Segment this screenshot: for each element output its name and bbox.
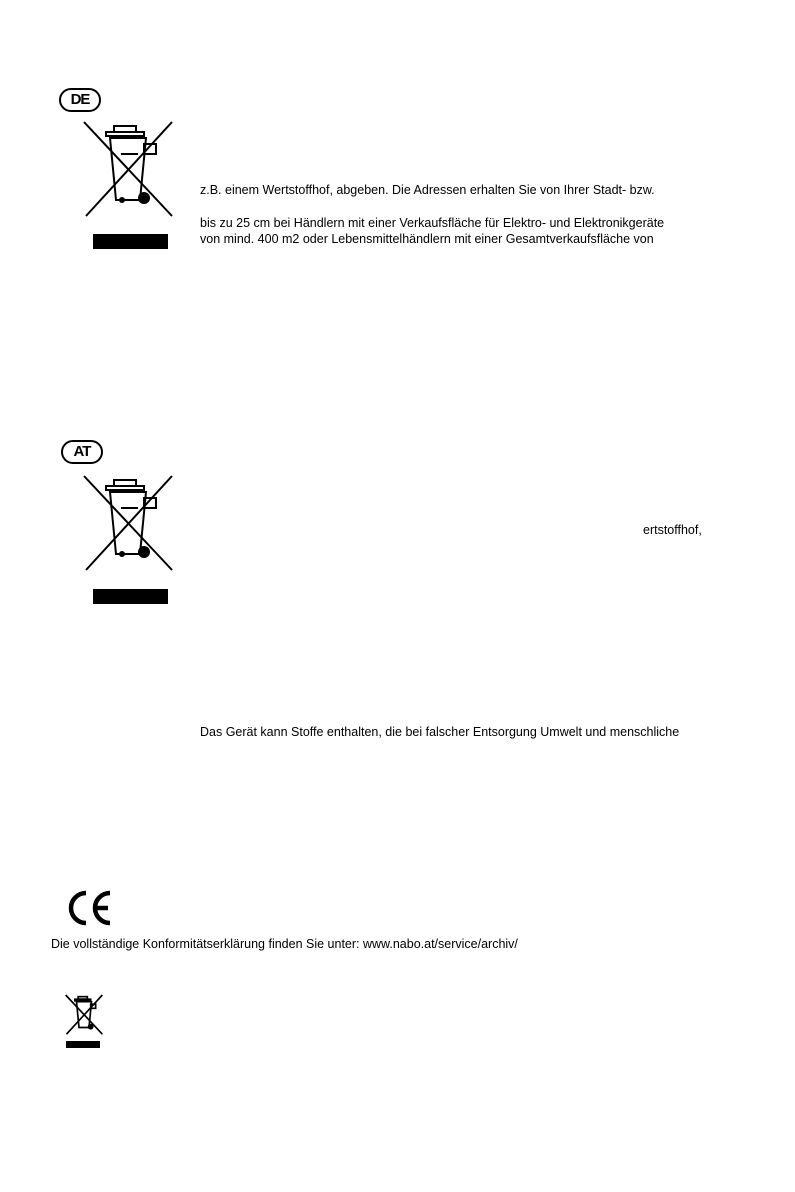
at-text-fragment: ertstoffhof, [643,523,702,537]
de-text-line-1: z.B. einem Wertstoffhof, abgeben. Die Adressen erhalten Sie von Ihrer Stadt- bzw. [200,183,655,197]
conformity-text: Die vollständige Konformitätserklärung finden Sie unter: www.nabo.at/service/archiv/ [51,937,518,951]
country-badge-at: AT [61,440,103,464]
ce-mark-icon [66,890,114,931]
de-text-line-2: bis zu 25 cm bei Händlern mit einer Verkaufsfläche für Elektro- und Elektronikgeräte [200,216,665,230]
weee-bar [93,589,168,604]
weee-bin-icon [64,994,104,1036]
weee-bin-icon [80,120,176,220]
de-text-line-3: von mind. 400 m2 oder Lebensmittelhändlern mit einer Gesamtverkaufsfläche von [200,232,654,246]
country-badge-de: DE [59,88,101,112]
weee-bar [93,234,168,249]
weee-bin-icon [80,474,176,574]
at-text-line-1: Das Gerät kann Stoffe enthalten, die bei falscher Entsorgung Umwelt und menschliche [200,725,680,739]
weee-bar [66,1041,100,1048]
